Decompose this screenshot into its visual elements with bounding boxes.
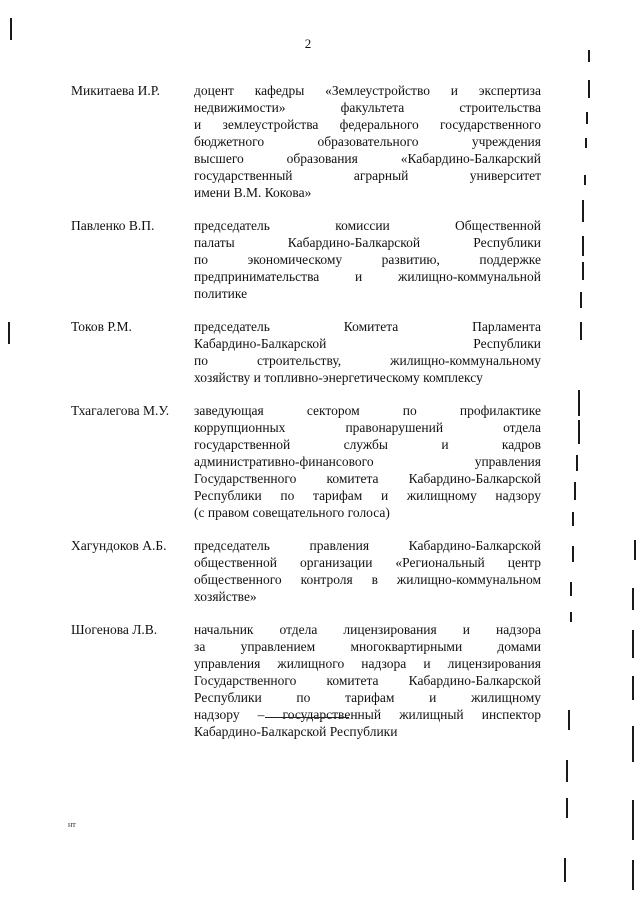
scan-artifact xyxy=(570,582,572,596)
member-list xyxy=(71,82,541,756)
scan-artifact xyxy=(564,858,566,882)
description-line: государственный аграрный университет xyxy=(194,168,541,183)
description-line: бюджетного образовательного учреждения xyxy=(194,134,541,149)
scan-artifact xyxy=(580,292,582,308)
description-line: высшего образования «Кабардино-Балкарский xyxy=(194,151,541,166)
description-line: управления жилищного надзора и лицензирования xyxy=(194,656,541,671)
description-line: Государственного комитета Кабардино-Балкарской xyxy=(194,471,541,486)
scan-artifact xyxy=(588,50,590,62)
member-entry xyxy=(71,402,541,521)
description-line: административно-финансового управления xyxy=(194,454,541,469)
member-name: Тхагалегова М.У. xyxy=(71,403,170,418)
scan-artifact xyxy=(578,420,580,444)
description-line: Республики по тарифам и жилищному надзору xyxy=(194,488,541,503)
scan-artifact xyxy=(572,512,574,526)
closing-separator-line xyxy=(265,717,349,718)
scan-artifact xyxy=(632,630,634,658)
scan-artifact xyxy=(588,80,590,98)
description-line: Республики по тарифам и жилищному xyxy=(194,690,541,705)
scan-artifact xyxy=(570,612,572,622)
member-name: Токов Р.М. xyxy=(71,319,132,334)
member-description xyxy=(194,621,541,740)
description-line: заведующая сектором по профилактике xyxy=(194,403,541,418)
description-line: общественного контроля в жилищно-коммунальном xyxy=(194,572,541,587)
member-description xyxy=(194,537,541,605)
description-line: Государственного комитета Кабардино-Балкарской xyxy=(194,673,541,688)
scan-artifact xyxy=(582,200,584,222)
scan-artifact xyxy=(566,760,568,782)
scan-artifact xyxy=(632,726,634,762)
member-entry xyxy=(71,217,541,302)
scan-artifact xyxy=(634,540,636,560)
member-entry xyxy=(71,82,541,201)
page-number: 2 xyxy=(304,36,312,51)
description-line: имени В.М. Кокова» xyxy=(194,185,312,200)
member-name: Хагундоков А.Б. xyxy=(71,538,167,553)
description-line: по строительству, жилищно-коммунальному xyxy=(194,353,541,368)
scan-artifact xyxy=(566,798,568,818)
member-description xyxy=(194,82,541,201)
scan-artifact xyxy=(632,800,634,840)
scan-artifact xyxy=(585,138,587,148)
member-entry xyxy=(71,318,541,386)
description-line: недвижимости» факультета строительства xyxy=(194,100,541,115)
description-line: политике xyxy=(194,286,248,301)
description-line: Кабардино-Балкарской Республики xyxy=(194,336,541,351)
scan-artifact xyxy=(574,482,576,500)
footer-initials: нт xyxy=(68,820,76,829)
member-entry xyxy=(71,537,541,605)
scan-artifact xyxy=(582,236,584,256)
scan-artifact xyxy=(580,322,582,340)
description-line: и землеустройства федерального государственного xyxy=(194,117,541,132)
description-line: Кабардино-Балкарской Республики xyxy=(194,724,398,739)
description-line: (с правом совещательного голоса) xyxy=(194,505,390,520)
description-line: хозяйству и топливно-энергетическому комплексу xyxy=(194,370,483,385)
description-line: председатель комиссии Общественной xyxy=(194,218,541,233)
member-entry xyxy=(71,621,541,740)
scan-artifact xyxy=(632,588,634,610)
description-line: доцент кафедры «Землеустройство и экспертиза xyxy=(194,83,541,98)
scan-artifact xyxy=(568,710,570,730)
description-line: государственной службы и кадров xyxy=(194,437,541,452)
description-line: коррупционных правонарушений отдела xyxy=(194,420,541,435)
description-line: председатель правления Кабардино-Балкарской xyxy=(194,538,541,553)
scan-artifact xyxy=(576,455,578,471)
description-line: начальник отдела лицензирования и надзора xyxy=(194,622,541,637)
member-name: Микитаева И.Р. xyxy=(71,83,160,98)
description-line: по экономическому развитию, поддержке xyxy=(194,252,541,267)
scan-artifact xyxy=(584,175,586,185)
description-line: палаты Кабардино-Балкарской Республики xyxy=(194,235,541,250)
description-line: председатель Комитета Парламента xyxy=(194,319,541,334)
scan-artifact xyxy=(578,390,580,416)
description-line: предпринимательства и жилищно-коммунальной xyxy=(194,269,541,284)
scan-artifact xyxy=(632,676,634,700)
member-description xyxy=(194,402,541,521)
description-line: надзору – государственный жилищный инспектор xyxy=(194,707,541,722)
member-description xyxy=(194,318,541,386)
member-name: Павленко В.П. xyxy=(71,218,155,233)
scan-artifact xyxy=(8,322,10,344)
scan-artifact xyxy=(586,112,588,124)
member-description xyxy=(194,217,541,302)
scan-artifact xyxy=(632,860,634,890)
description-line: хозяйстве» xyxy=(194,589,257,604)
scan-artifact xyxy=(10,18,12,40)
member-name: Шогенова Л.В. xyxy=(71,622,158,637)
description-line: за управлением многоквартирными домами xyxy=(194,639,541,654)
description-line: общественной организации «Региональный центр xyxy=(194,555,541,570)
scan-artifact xyxy=(582,262,584,280)
scan-artifact xyxy=(572,546,574,562)
